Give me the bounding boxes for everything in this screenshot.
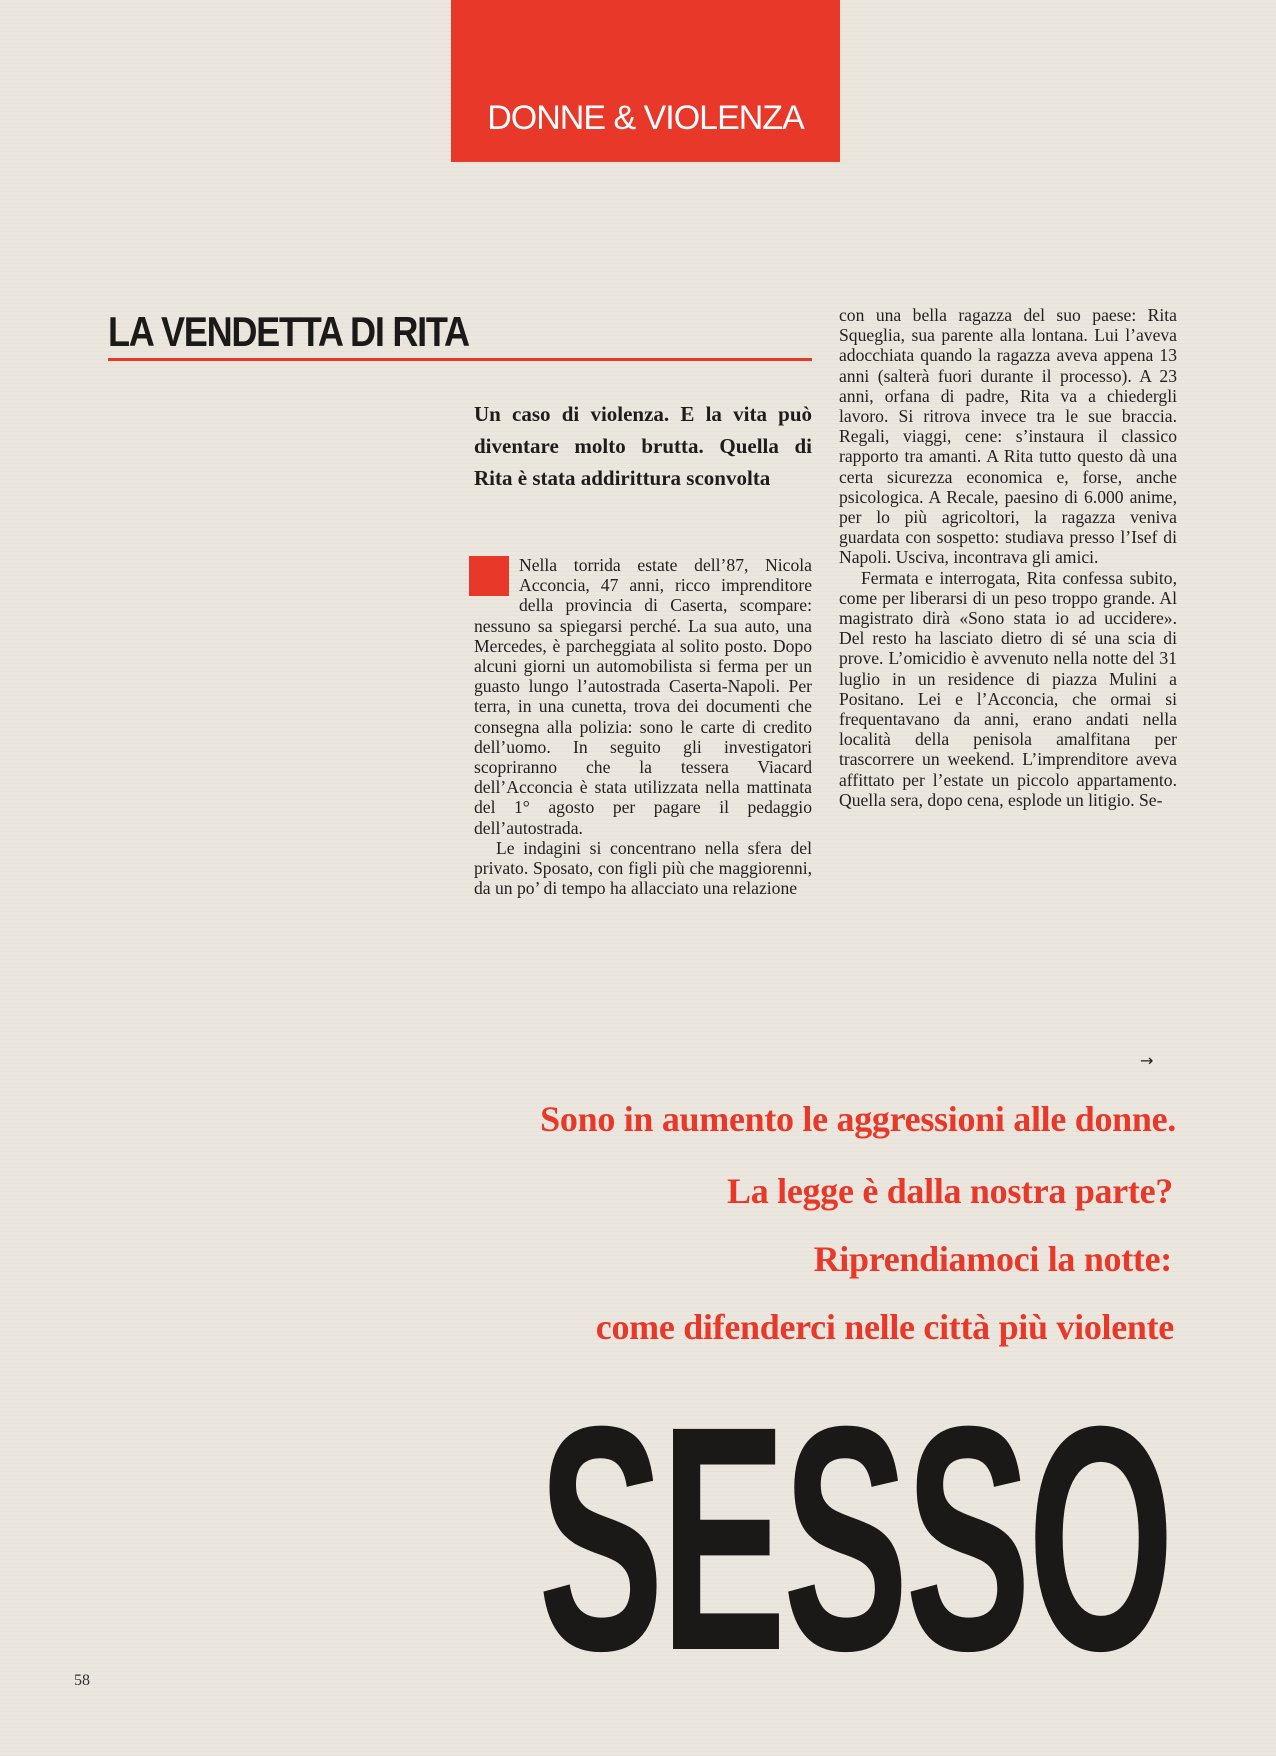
section-label: DONNE & VIOLENZA <box>487 99 804 137</box>
article-headline: LA VENDETTA DI RITA <box>108 308 469 355</box>
continue-arrow-icon: → <box>1140 1051 1154 1070</box>
body-column-right <box>839 305 1177 810</box>
page-number: 58 <box>74 1672 90 1689</box>
body-paragraph: Fermata e interrogata, Rita confessa subito, come per liberarsi di un peso troppo grande. Al magistrato dirà «Sono stata io ad uccidere». Del resto ha lasciato dietro di sé una scia di prove. L’omicidio è avvenuto nella notte del 31 luglio in un residence di piazza Mulini a Positano. Lei e l’Acconcia, che ormai si frequentavano da anni, erano andati nella località della penisola amalfitana per trascorrere un weekend. L’imprenditore aveva affittato per l’estate un piccolo appartamento. Quella sera, dopo cena, esplode un litigio. Se- <box>839 567 1177 810</box>
headline-rule <box>108 358 812 361</box>
body-paragraph: Nella torrida estate dell’87, Nicola Acconcia, 47 anni, ricco imprenditore della provincia di Caserta, scompare: nessuno sa spiegarsi perché. La sua auto, una Mercedes, è parcheggiata al solito posto. Dopo alcuni giorni un automobilista si ferma per un guasto lungo l’autostrada Caserta-Napoli. Per terra, in una cunetta, trova dei documenti che consegna alla polizia: sono le carte di credito dell’uomo. In seguito gli investigatori scopriranno che la tessera Viacard dell’Acconcia è stata utilizzata nella mattinata del 1° agosto per pagare il pedaggio dell’autostrada. <box>474 555 812 838</box>
teaser-line: come difenderci nelle città più violente <box>595 1307 1174 1347</box>
teaser-line: La legge è dalla nostra parte? <box>727 1171 1173 1211</box>
dropcap-square <box>469 556 509 596</box>
body-paragraph: con una bella ragazza del suo paese: Rita Squeglia, sua parente alla lontana. Lui l’aveva adocchiata quando la ragazza aveva appena 13 anni (salterà fuori durante il processo). A 23 anni, orfana di padre, Rita va a chiedergli lavoro. Si ritrova invece tra le sue braccia. Regali, viaggi, cene: s’instaura il classico rapporto tra amanti. A Rita tutto questo dà una certa sicurezza economica e, forse, anche psicologica. A Recale, paesino di 6.000 anime, per lo più agricoltori, la ragazza veniva guardata con sospetto: studiava presso l’Isef di Napoli. Usciva, incontrava gli amici. <box>839 305 1177 568</box>
teaser-line: Sono in aumento le aggressioni alle donne. <box>540 1099 1176 1139</box>
section-tab <box>451 0 840 162</box>
body-paragraph: Le indagini si concentrano nella sfera del privato. Sposato, con figli più che maggiorenni, da un po’ di tempo ha allacciato una relazione <box>474 837 812 899</box>
feature-title: SESSO <box>538 1359 1171 1717</box>
body-column-left <box>474 555 812 898</box>
teaser-line: Riprendiamoci la notte: <box>813 1239 1172 1279</box>
article-deck: Un caso di violenza. E la vita può diventare molto brutta. Quella di Rita è stata addirittura sconvolta <box>474 402 812 490</box>
